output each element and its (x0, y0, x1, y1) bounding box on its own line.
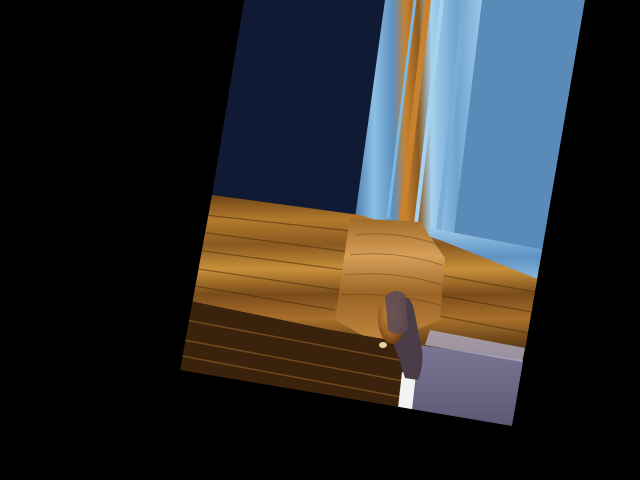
hand (385, 291, 408, 334)
knob-tip (379, 342, 387, 348)
